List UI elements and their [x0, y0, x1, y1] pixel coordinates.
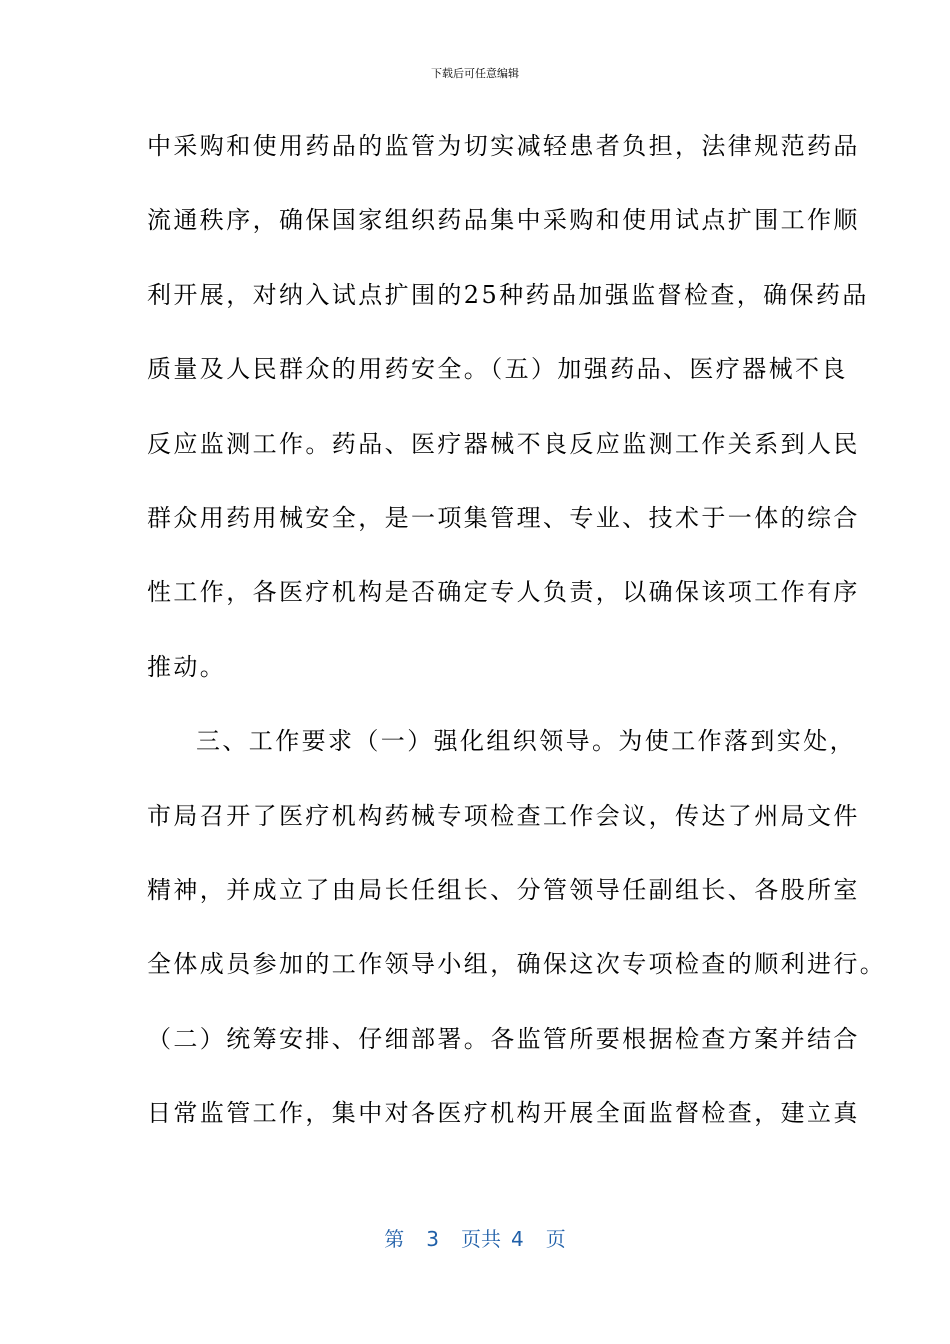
total-pages-number: 4: [511, 1227, 524, 1251]
text-line: 推动。: [147, 652, 227, 681]
text-line: 日常监管工作，集中对各医疗机构开展全面监督检查，建立真: [147, 1099, 860, 1128]
page-middle: 页共: [461, 1227, 501, 1251]
text-line: 市局召开了医疗机构药械专项检查工作会议，传达了州局文件: [147, 801, 860, 830]
text-line: （二）统筹安排、仔细部署。各监管所要根据检查方案并结合: [147, 1024, 860, 1053]
text-line: 三、工作要求（一）强化组织领导。为使工作落到实处，: [196, 727, 856, 756]
text-line: 全体成员参加的工作领导小组，确保这次专项检查的顺利进行。: [147, 950, 887, 979]
text-line: 精神，并成立了由局长任组长、分管领导任副组长、各股所室: [147, 875, 860, 904]
document-body: [147, 124, 887, 1165]
current-page-number: 3: [426, 1227, 439, 1251]
page-number-footer: [0, 1225, 950, 1253]
text-line: 中采购和使用药品的监管为切实减轻患者负担，法律规范药品: [147, 132, 860, 160]
text-line: 质量及人民群众的用药安全。（五）加强药品、医疗器械不良: [147, 355, 848, 384]
page-suffix: 页: [545, 1227, 566, 1251]
page-prefix: 第: [384, 1227, 405, 1251]
text-line: 性工作，各医疗机构是否确定专人负责，以确保该项工作有序: [147, 578, 860, 607]
text-line: 利开展，对纳入试点扩围的25种药品加强监督检查，确保药品: [147, 280, 869, 309]
text-line: 群众用药用械安全，是一项集管理、专业、技术于一体的综合: [147, 503, 860, 532]
text-line: 反应监测工作。药品、医疗器械不良反应监测工作关系到人民: [147, 429, 860, 458]
page-header: 下载后可任意编辑: [431, 67, 519, 80]
text-line: 流通秩序，确保国家组织药品集中采购和使用试点扩围工作顺: [147, 206, 860, 235]
